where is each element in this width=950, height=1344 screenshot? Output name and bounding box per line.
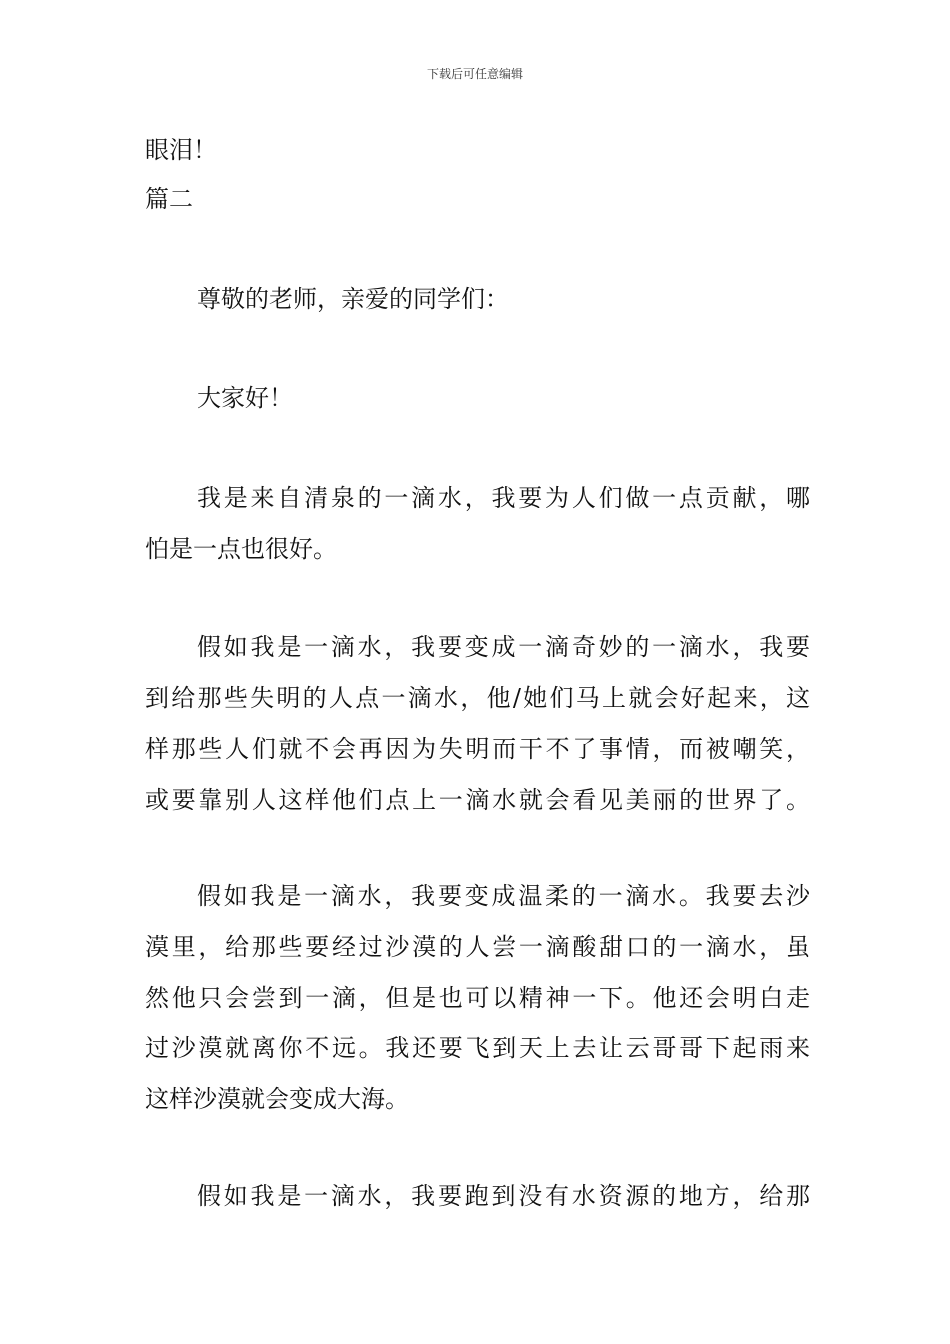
- greeting: 大家好！: [197, 384, 293, 412]
- text-line-1: 眼泪！: [145, 136, 217, 164]
- paragraph-line: 到给那些失明的人点一滴水，他/她们马上就会好起来，这: [145, 684, 810, 712]
- paragraph-line: 漠里，给那些要经过沙漠的人尝一滴酸甜口的一滴水，虽: [145, 933, 810, 961]
- paragraph-line: 我是来自清泉的一滴水，我要为人们做一点贡献，哪: [197, 484, 810, 512]
- paragraph-line: 然他只会尝到一滴，但是也可以精神一下。他还会明白走: [145, 984, 810, 1012]
- paragraph-line: 假如我是一滴水，我要变成温柔的一滴水。我要去沙: [197, 882, 810, 910]
- paragraph-line: 过沙漠就离你不远。我还要飞到天上去让云哥哥下起雨来: [145, 1034, 810, 1062]
- paragraph-line: 样那些人们就不会再因为失明而干不了事情，而被嘲笑，: [145, 735, 810, 763]
- paragraph-line: 或要靠别人这样他们点上一滴水就会看见美丽的世界了。: [145, 786, 810, 814]
- paragraph-line: 这样沙漠就会变成大海。: [145, 1085, 409, 1113]
- salutation: 尊敬的老师，亲爱的同学们：: [197, 285, 509, 313]
- paragraph-line: 怕是一点也很好。: [145, 535, 337, 563]
- paragraph-line: 假如我是一滴水，我要跑到没有水资源的地方，给那: [197, 1182, 810, 1210]
- section-heading: 篇二: [145, 185, 193, 213]
- paragraph-line: 假如我是一滴水，我要变成一滴奇妙的一滴水，我要: [197, 633, 810, 661]
- page-header: 下载后可任意编辑: [426, 67, 523, 81]
